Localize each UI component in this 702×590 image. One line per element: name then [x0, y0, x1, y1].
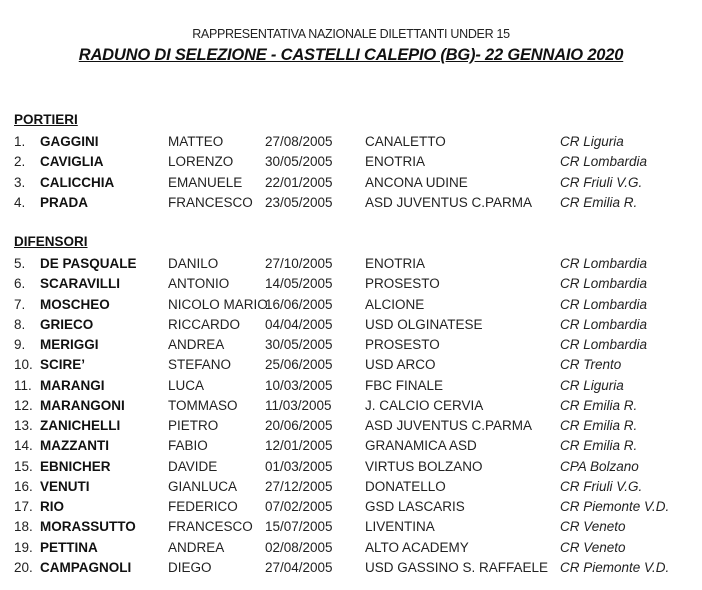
- player-surname: MAZZANTI: [40, 438, 109, 454]
- player-surname: MARANGONI: [40, 397, 125, 413]
- player-birthdate: 15/07/2005: [265, 519, 333, 535]
- player-club: J. CALCIO CERVIA: [365, 397, 484, 413]
- player-number: 17.: [14, 499, 33, 514]
- player-birthdate: 02/08/2005: [265, 539, 333, 555]
- player-region: CR Liguria: [560, 377, 624, 393]
- player-row: [0, 457, 702, 477]
- player-club: GRANAMICA ASD: [365, 438, 477, 454]
- player-club: ANCONA UDINE: [365, 174, 468, 190]
- section-header-portieri: PORTIERI: [14, 112, 78, 127]
- player-region: CR Liguria: [560, 134, 624, 149]
- player-row: [0, 132, 702, 152]
- player-number: 11.: [14, 377, 32, 393]
- player-region: CR Lombardia: [560, 154, 648, 170]
- player-region: CR Lombardia: [560, 337, 648, 352]
- player-region: CR Friuli V.G.: [560, 174, 643, 190]
- player-number: 18.: [14, 519, 33, 535]
- player-number: 4.: [14, 194, 26, 210]
- player-firstname: FRANCESCO: [168, 519, 253, 535]
- player-region: CR Emilia R.: [560, 438, 638, 454]
- player-row: [0, 152, 702, 172]
- player-firstname: RICCARDO: [168, 316, 241, 332]
- player-surname: PRADA: [40, 194, 89, 210]
- player-number: 1.: [14, 134, 26, 149]
- player-row: [0, 315, 702, 335]
- player-region: CR Emilia R.: [560, 194, 638, 210]
- player-firstname: DIEGO: [168, 559, 212, 575]
- player-firstname: EMANUELE: [168, 174, 243, 190]
- document-subtitle: RAPPRESENTATIVA NAZIONALE DILETTANTI UNDER 15: [192, 27, 510, 41]
- player-birthdate: 22/01/2005: [265, 174, 333, 190]
- player-birthdate: 16/06/2005: [265, 296, 333, 312]
- player-region: CR Veneto: [560, 539, 626, 555]
- player-club: ALTO ACADEMY: [365, 539, 469, 555]
- player-club: USD GASSINO S. RAFFAELE: [365, 559, 549, 575]
- player-number: 12.: [14, 397, 33, 413]
- player-number: 8.: [14, 316, 26, 332]
- player-row: [0, 173, 702, 193]
- player-club: FBC FINALE: [365, 377, 444, 393]
- player-row: [0, 416, 702, 436]
- player-club: ENOTRIA: [365, 154, 426, 170]
- player-firstname: FRANCESCO: [168, 194, 253, 210]
- player-club: VIRTUS BOLZANO: [365, 458, 483, 474]
- player-firstname: STEFANO: [168, 357, 232, 373]
- player-region: CR Friuli V.G.: [560, 478, 643, 494]
- player-surname: DE PASQUALE: [40, 256, 137, 271]
- document-title: RADUNO DI SELEZIONE - CASTELLI CALEPIO (BG)- 22 GENNAIO 2020: [78, 46, 624, 64]
- player-row: [0, 538, 702, 558]
- player-row: [0, 193, 702, 213]
- player-firstname: FEDERICO: [168, 499, 238, 514]
- player-birthdate: 27/12/2005: [265, 478, 333, 494]
- player-club: GSD LASCARIS: [365, 499, 465, 514]
- player-birthdate: 30/05/2005: [265, 337, 333, 352]
- player-firstname: LUCA: [168, 377, 205, 393]
- player-row: [0, 436, 702, 456]
- player-firstname: DAVIDE: [168, 458, 218, 474]
- player-number: 20.: [14, 559, 33, 575]
- player-row: [0, 517, 702, 537]
- player-surname: CAVIGLIA: [40, 154, 104, 170]
- player-row: [0, 274, 702, 294]
- player-number: 14.: [14, 438, 33, 454]
- player-surname: MARANGI: [40, 377, 105, 393]
- player-firstname: PIETRO: [168, 418, 219, 433]
- player-region: CR Piemonte V.D.: [560, 499, 670, 514]
- player-row: [0, 254, 702, 274]
- player-club: ALCIONE: [365, 296, 425, 312]
- player-row: [0, 497, 702, 517]
- player-row: [0, 295, 702, 315]
- player-firstname: FABIO: [168, 438, 208, 454]
- player-birthdate: 07/02/2005: [265, 499, 333, 514]
- player-club: PROSESTO: [365, 337, 440, 352]
- player-club: LIVENTINA: [365, 519, 435, 535]
- player-club: ASD JUVENTUS C.PARMA: [365, 194, 533, 210]
- player-surname: ZANICHELLI: [40, 418, 121, 433]
- player-firstname: LORENZO: [168, 154, 234, 170]
- player-number: 9.: [14, 337, 26, 352]
- player-firstname: GIANLUCA: [168, 478, 238, 494]
- player-club: PROSESTO: [365, 276, 440, 292]
- player-row: [0, 335, 702, 355]
- player-birthdate: 27/10/2005: [265, 256, 333, 271]
- player-surname: GAGGINI: [40, 134, 99, 149]
- player-firstname: ANDREA: [168, 337, 225, 352]
- player-number: 6.: [14, 276, 26, 292]
- player-number: 3.: [14, 174, 26, 190]
- section-header-difensori: DIFENSORI: [14, 234, 88, 249]
- player-surname: GRIECO: [40, 316, 94, 332]
- player-region: CR Trento: [560, 357, 622, 373]
- player-region: CR Lombardia: [560, 316, 648, 332]
- player-region: CPA Bolzano: [560, 458, 639, 474]
- player-number: 2.: [14, 154, 26, 170]
- player-region: CR Veneto: [560, 519, 626, 535]
- player-birthdate: 11/03/2005: [265, 397, 332, 413]
- player-region: CR Lombardia: [560, 256, 648, 271]
- player-row: [0, 477, 702, 497]
- player-club: ASD JUVENTUS C.PARMA: [365, 418, 533, 433]
- player-birthdate: 20/06/2005: [265, 418, 333, 433]
- player-surname: RIO: [40, 499, 65, 514]
- player-firstname: ANTONIO: [168, 276, 230, 292]
- player-number: 15.: [14, 458, 33, 474]
- player-number: 7.: [14, 296, 26, 312]
- player-region: CR Lombardia: [560, 276, 648, 292]
- player-number: 5.: [14, 256, 26, 271]
- player-number: 13.: [14, 418, 33, 433]
- player-birthdate: 30/05/2005: [265, 154, 333, 170]
- player-number: 16.: [14, 478, 33, 494]
- player-region: CR Emilia R.: [560, 418, 638, 433]
- player-surname: MERIGGI: [40, 337, 99, 352]
- player-surname: SCARAVILLI: [40, 276, 120, 292]
- player-birthdate: 04/04/2005: [265, 316, 333, 332]
- player-row: [0, 376, 702, 396]
- player-birthdate: 01/03/2005: [265, 458, 333, 474]
- player-firstname: DANILO: [168, 256, 219, 271]
- player-birthdate: 27/04/2005: [265, 559, 333, 575]
- player-surname: VENUTI: [40, 478, 90, 494]
- player-region: CR Emilia R.: [560, 397, 638, 413]
- player-birthdate: 12/01/2005: [265, 438, 333, 454]
- player-birthdate: 25/06/2005: [265, 357, 333, 373]
- player-row: [0, 355, 702, 375]
- player-region: CR Lombardia: [560, 296, 648, 312]
- player-surname: CAMPAGNOLI: [40, 559, 132, 575]
- player-firstname: ANDREA: [168, 539, 225, 555]
- player-row: [0, 558, 702, 578]
- player-club: USD ARCO: [365, 357, 436, 373]
- player-birthdate: 23/05/2005: [265, 194, 333, 210]
- player-birthdate: 27/08/2005: [265, 134, 333, 149]
- player-club: DONATELLO: [365, 478, 446, 494]
- player-surname: PETTINA: [40, 539, 98, 555]
- player-firstname: MATTEO: [168, 134, 224, 149]
- player-firstname: TOMMASO: [168, 397, 238, 413]
- player-club: USD OLGINATESE: [365, 316, 483, 332]
- player-surname: EBNICHER: [40, 458, 111, 474]
- player-surname: CALICCHIA: [40, 174, 115, 190]
- player-birthdate: 10/03/2005: [265, 377, 333, 393]
- player-number: 10.: [14, 357, 33, 373]
- player-region: CR Piemonte V.D.: [560, 559, 670, 575]
- player-birthdate: 14/05/2005: [265, 276, 333, 292]
- player-row: [0, 396, 702, 416]
- player-club: ENOTRIA: [365, 256, 426, 271]
- player-club: CANALETTO: [365, 134, 446, 149]
- player-firstname: NICOLO MARIO: [168, 296, 268, 312]
- player-number: 19.: [14, 539, 33, 555]
- player-surname: SCIRE’: [40, 357, 86, 373]
- player-surname: MORASSUTTO: [40, 519, 136, 535]
- player-surname: MOSCHEO: [40, 296, 110, 312]
